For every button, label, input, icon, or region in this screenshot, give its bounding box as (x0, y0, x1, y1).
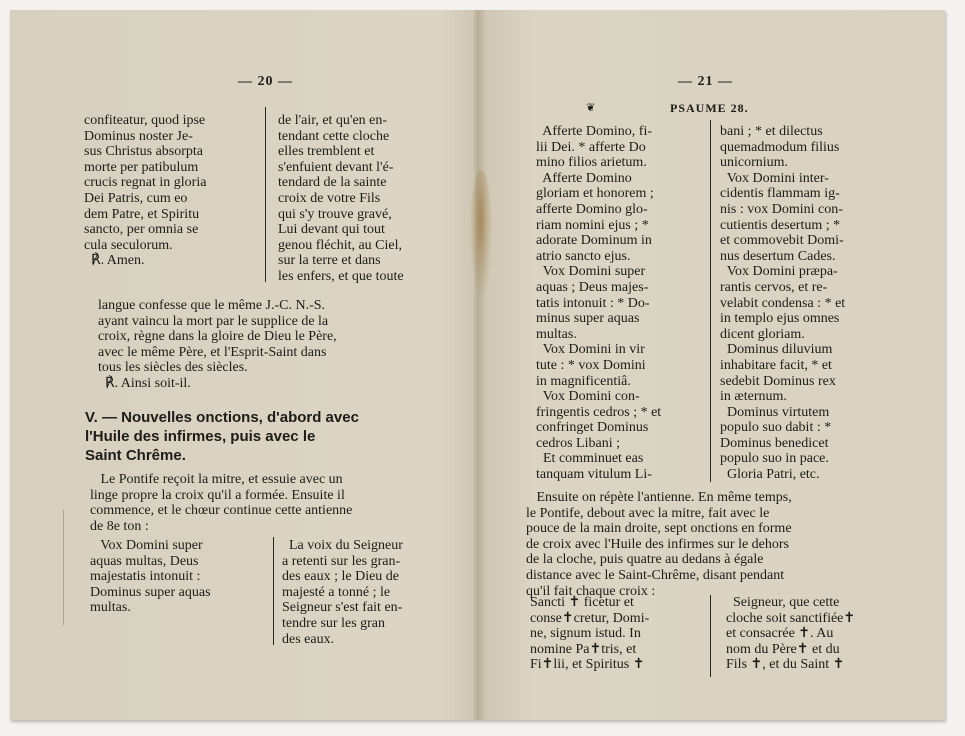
french-prayer-continuation: langue confesse que le même J.-C. N.-S. ayant vaincu la mort par le supplice de la croix, règne dans la gloire de Dieu le Père, avec le même Père, et l'Esprit-Saint dans tous les siècles des siècles. ℟. Ainsi soit-il. (98, 298, 337, 391)
rubric-text: Ensuite on répète l'antienne. En même temps, le Pontife, debout avec la mitre, fait avec le pouce de la main droite, sept onctions en forme de croix avec l'Huile des infirmes sur le dehors de la cloche, puis quatre au dedans à égale distance avec le Saint-Chrême, disant pendant qu'il fait chaque croix : (526, 490, 792, 599)
rubric-text: Le Pontife reçoit la mitre, et essuie avec un linge propre la croix qu'il a formée. Ensuite il commence, et le chœur continue cette antienne de 8e ton : (90, 472, 353, 534)
antiphon-latin: Vox Domini super aquas multas, Deus majestatis intonuit : Dominus super aquas multas. (90, 538, 211, 616)
page-21 (482, 10, 945, 720)
pencil-mark (63, 510, 64, 625)
page-number: — 21 — (678, 74, 733, 89)
page-number: — 20 — (238, 74, 293, 89)
latin-prayer-column: confiteatur, quod ipse Dominus noster Je- sus Christus absorpta morte per patibulum crucis regnat in gloria Dei Patris, cum eo dem Patre, et Spiritu sancto, per omnia se cula seculorum. ℟. Amen. (84, 113, 207, 269)
open-booklet (10, 10, 945, 720)
psalm-title: PSAUME 28. (670, 101, 749, 115)
psalm-column-right: bani ; * et dilectus quemadmodum filius unicornium. Vox Domini inter- cidentis flammam ig- nis : vox Domini con- cutientis desertum ; * et commovebit Domi- nus desertum Cades. Vox Domini præpa- rantis cervos, et re- velabit condensa : * et in templo ejus omnes dicent gloriam. Dominus diluvium inhabitare facit, * et sedebit Dominus rex in æternum. Dominus virtutem populo suo dabit : * Dominus benedicet populo suo in pace. Gloria Patri, etc. (720, 124, 846, 483)
column-divider (710, 120, 711, 482)
blessing-latin: Sancti ✝ ficetur et conse✝cretur, Domi- ne, signum istud. In nomine Pa✝tris, et Fi✝lii, et Spiritus ✝ (530, 595, 650, 673)
psalm-column-left: Afferte Domino, fi- lii Dei. * afferte Do mino filios arietum. Afferte Domino gloriam et honorem ; afferte Domino glo- riam nomini ejus ; * adorate Dominum in atrio sancto ejus. Vox Domini super aquas ; Deus majes- tatis intonuit : * Do- minus super aquas multas. Vox Domini in vir tute : * vox Domini in magnificentiâ. Vox Domini con- fringentis cedros ; * et confringet Dominus cedros Libani ; Et comminuet eas tanquam vitulum Li- (536, 124, 662, 483)
french-prayer-column: de l'air, et qu'en en- tendant cette cloche elles tremblent et s'enfuient devant l'é- tendard de la sainte croix de votre Fils qui s'y trouve gravé, Lui devant qui tout genou fléchit, au Ciel, sur la terre et dans les enfers, et que toute (278, 113, 404, 284)
page-20 (10, 10, 480, 720)
fleuron-ornament: ❦ (586, 102, 596, 114)
antiphon-french: La voix du Seigneur a retenti sur les gran- des eaux ; le Dieu de majesté a tonné ; le Seigneur s'est fait en- tendre sur les gran des eaux. (282, 538, 403, 647)
column-divider (273, 537, 274, 645)
section-heading: V. — Nouvelles onctions, d'abord avec l'Huile des infirmes, puis avec le Saint Chrême. (85, 409, 359, 464)
column-divider (710, 595, 711, 677)
column-divider (265, 107, 266, 282)
blessing-french: Seigneur, que cette cloche soit sanctifiée✝ et consacrée ✝. Au nom du Père✝ et du Fils ✝, et du Saint ✝ (726, 595, 856, 673)
